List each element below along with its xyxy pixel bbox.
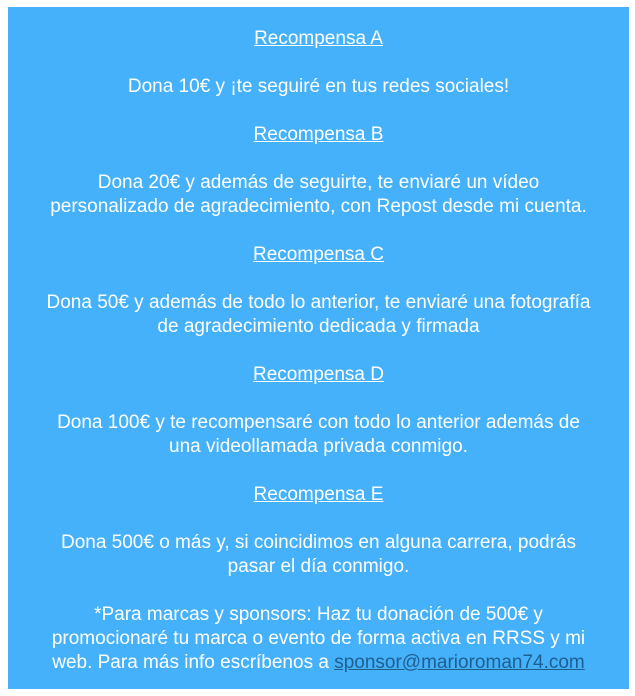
reward-a-title: Recompensa A: [254, 28, 383, 49]
sponsors-note-prefix: web. Para más info escríbenos a: [52, 652, 335, 673]
reward-c-description-line2: de agradecimiento dedicada y firmada: [157, 316, 480, 337]
spacer: [8, 459, 629, 483]
reward-b-description-line1: Dona 20€ y además de seguirte, te enviaré un vídeo: [97, 172, 540, 193]
sponsor-email-link[interactable]: sponsor@marioroman74.com: [334, 652, 585, 673]
reward-d-description-line1: Dona 100€ y te recompensaré con todo lo anterior además de: [57, 412, 580, 433]
spacer: [8, 507, 629, 531]
reward-c-title: Recompensa C: [253, 244, 384, 265]
spacer: [8, 219, 629, 243]
reward-e-title: Recompensa E: [253, 484, 384, 505]
spacer: [8, 99, 629, 123]
reward-d-description-line2: una videollamada privada conmigo.: [169, 436, 468, 457]
reward-e-description-line1: Dona 500€ o más y, si coincidimos en alguna carrera, podrás: [60, 532, 577, 553]
reward-c-description-line1: Dona 50€ y además de todo lo anterior, te enviaré una fotografía: [46, 292, 591, 313]
sponsors-note-line2: promocionaré tu marca o evento de forma activa en RRSS y mi: [51, 628, 586, 649]
spacer: [8, 579, 629, 603]
spacer: [8, 147, 629, 171]
reward-b-description-line2: personalizado de agradecimiento, con Repost desde mi cuenta.: [50, 196, 587, 217]
spacer: [8, 51, 629, 75]
spacer: [8, 339, 629, 363]
reward-b-title: Recompensa B: [253, 124, 384, 145]
reward-a-description: Dona 10€ y ¡te seguiré en tus redes sociales!: [127, 76, 510, 97]
spacer: [8, 387, 629, 411]
sponsors-note-line1: *Para marcas y sponsors: Haz tu donación de 500€ y: [94, 604, 543, 625]
spacer: [8, 267, 629, 291]
sponsors-note-line3: [8, 651, 629, 675]
reward-d-title: Recompensa D: [253, 364, 384, 385]
rewards-panel: [8, 7, 629, 689]
reward-e-description-line2: pasar el día conmigo.: [227, 556, 410, 577]
